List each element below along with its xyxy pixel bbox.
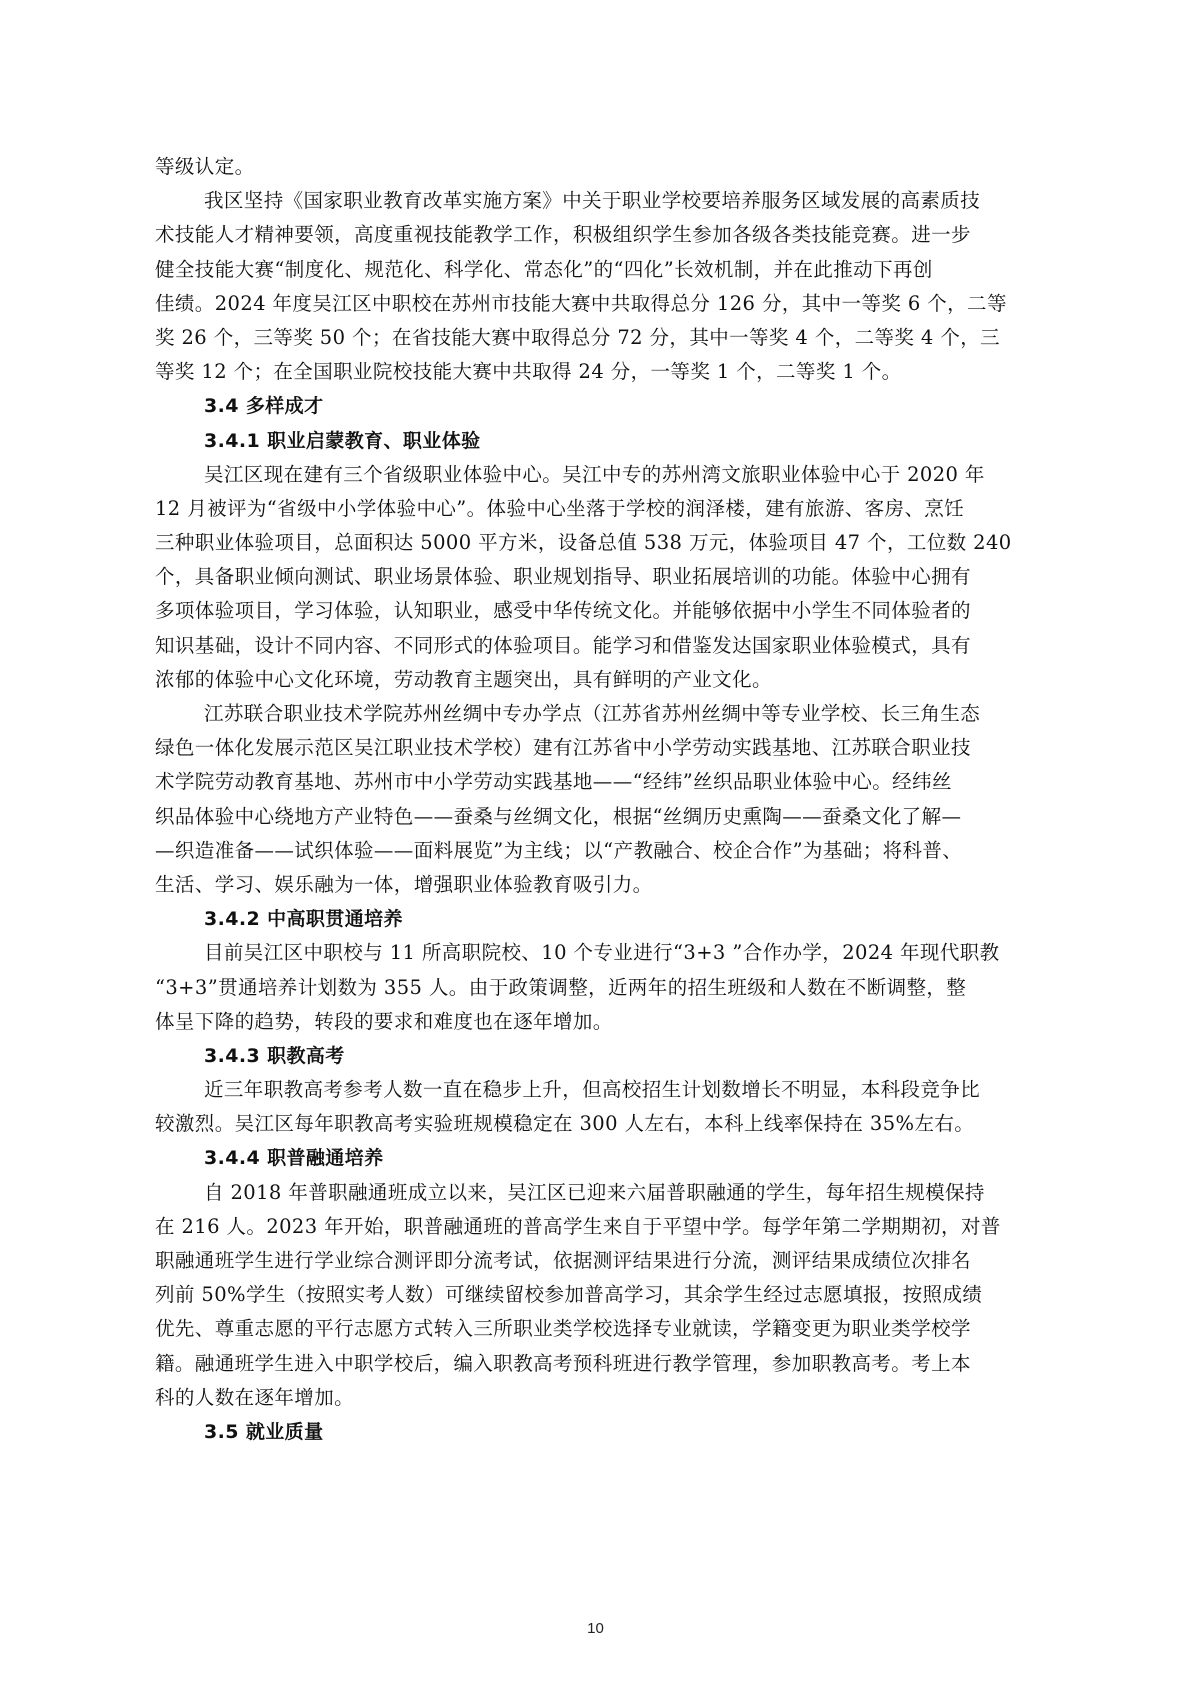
section-heading: 3.4.3 职教高考 [204, 1044, 345, 1067]
section-heading: 3.4 多样成才 [204, 395, 324, 418]
text-line: 12 月被评为“省级中小学体验中心”。体验中心坐落于学校的润泽楼，建有旅游、客房、烹饪 [155, 496, 965, 520]
text-line: 我区坚持《国家职业教育改革实施方案》中关于职业学校要培养服务区域发展的高素质技 [204, 189, 981, 213]
text-line: 江苏联合职业技术学院苏州丝绸中专办学点（江苏省苏州丝绸中等专业学校、长三角生态 [204, 702, 981, 725]
page-number: 10 [587, 1620, 604, 1637]
text-line: 科的人数在逐年增加。 [155, 1385, 355, 1409]
text-line: 生活、学习、娱乐融为一体，增强职业体验教育吸引力。 [155, 872, 653, 896]
section-heading: 3.4.4 职普融通培养 [204, 1147, 384, 1170]
text-line: 较激烈。吴江区每年职教高考实验班规模稳定在 300 人左右，本科上线率保持在 35%左右。 [155, 1112, 975, 1136]
text-line: 在 216 人。2023 年开始，职普融通班的普高学生来自于平望中学。每学年第二学期期初，对普 [155, 1214, 1001, 1238]
text-line: 职融通班学生进行学业综合测评即分流考试，依据测评结果进行分流，测评结果成绩位次排名 [155, 1249, 971, 1272]
text-line: 籍。融通班学生进入中职学校后，编入职教高考预科班进行教学管理，参加职教高考。考上本 [155, 1351, 971, 1375]
section-heading: 3.4.1 职业启蒙教育、职业体验 [204, 429, 481, 452]
text-line: 知识基础，设计不同内容、不同形式的体验项目。能学习和借鉴发达国家职业体验模式，具有 [155, 633, 971, 657]
text-line: 绿色一体化发展示范区吴江职业技术学校）建有江苏省中小学劳动实践基地、江苏联合职业技 [155, 736, 971, 760]
section-heading: 3.5 就业质量 [204, 1420, 324, 1443]
text-line: 术技能人才精神要领，高度重视技能教学工作，积极组织学生参加各级各类技能竞赛。进一步 [155, 223, 971, 247]
text-line: 健全技能大赛“制度化、规范化、科学化、常态化”的“四化”长效机制，并在此推动下再创 [155, 257, 933, 281]
text-line: “3+3”贯通培养计划数为 355 人。由于政策调整，近两年的招生班级和人数在不断调整，整 [155, 975, 967, 999]
document-body [155, 150, 1031, 1449]
text-line: 多项体验项目，学习体验，认知职业，感受中华传统文化。并能够依据中小学生不同体验者的 [155, 599, 971, 623]
text-line: 列前 50%学生（按照实考人数）可继续留校参加普高学习，其余学生经过志愿填报，按照成绩 [155, 1283, 983, 1307]
text-line: 优先、尊重志愿的平行志愿方式转入三所职业类学校选择专业就读，学籍变更为职业类学校学 [155, 1317, 971, 1341]
text-line: 三种职业体验项目，总面积达 5000 平方米，设备总值 538 万元，体验项目 47 个，工位数 240 [155, 531, 1012, 555]
text-line: 织品体验中心绕地方产业特色——蚕桑与丝绸文化，根据“丝绸历史熏陶——蚕桑文化了解— [155, 804, 962, 828]
text-line: 浓郁的体验中心文化环境，劳动教育主题突出，具有鲜明的产业文化。 [155, 667, 772, 691]
text-line: —织造准备——试织体验——面料展览”为主线；以“产教融合、校企合作”为基础；将科普、 [155, 838, 963, 862]
text-line: 体呈下降的趋势，转段的要求和难度也在逐年增加。 [155, 1009, 613, 1033]
text-line: 等级认定。 [155, 155, 255, 178]
text-line: 佳绩。2024 年度吴江区中职校在苏州市技能大赛中共取得总分 126 分，其中一等奖 6 个，二等 [155, 291, 1007, 315]
text-line: 奖 26 个，三等奖 50 个；在省技能大赛中取得总分 72 分，其中一等奖 4 个，二等奖 4 个，三 [155, 325, 1001, 349]
text-line: 自 2018 年普职融通班成立以来，吴江区已迎来六届普职融通的学生，每年招生规模保持 [204, 1180, 985, 1204]
text-line: 个，具备职业倾向测试、职业场景体验、职业规划指导、职业拓展培训的功能。体验中心拥有 [155, 565, 971, 589]
text-line: 吴江区现在建有三个省级职业体验中心。吴江中专的苏州湾文旅职业体验中心于 2020 年 [204, 462, 985, 486]
section-heading: 3.4.2 中高职贯通培养 [204, 908, 403, 931]
text-line: 术学院劳动教育基地、苏州市中小学劳动实践基地——“经纬”丝织品职业体验中心。经纬丝 [155, 770, 952, 794]
text-line: 目前吴江区中职校与 11 所高职院校、10 个专业进行“3+3 ”合作办学，2024 年现代职教 [204, 941, 1000, 965]
text-line: 近三年职教高考参考人数一直在稳步上升，但高校招生计划数增长不明显，本科段竞争比 [204, 1078, 981, 1102]
text-line: 等奖 12 个；在全国职业院校技能大赛中共取得 24 分，一等奖 1 个，二等奖 1 个。 [155, 360, 902, 384]
